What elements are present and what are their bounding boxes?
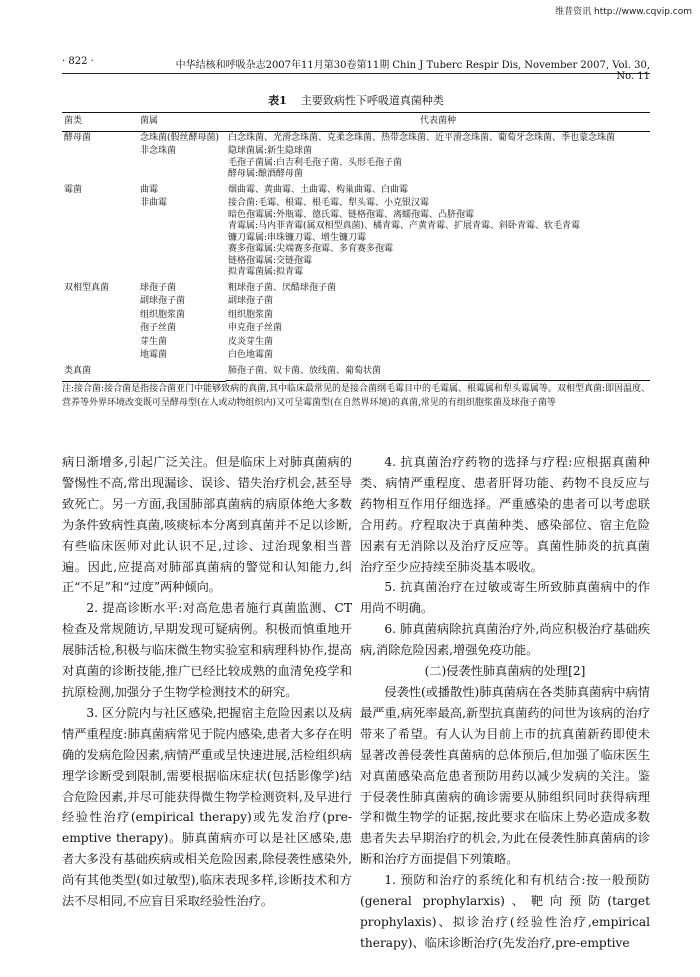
page-number: · 822 · <box>62 56 94 67</box>
table-cell-species: 接合菌:毛霉、根霉、根毛霉、犁头霉、小克银汉霉 暗色孢霉属:外瓶霉、德氏霉、链格孢霉、离蠕孢霉、凸脐孢霉 青霉属:马内菲青霉(属双相型真菌)、橘青霉、产黄青霉、扩展青霉、斜卧青霉、软毛青霉 镰刀霉属:串珠镰刀霉、增生镰刀霉 赛多孢霉属:尖端赛多孢霉、多育赛多孢霉 链格孢霉属:交链孢霉 拟青霉菌属:拟青霉 <box>228 198 581 277</box>
table-label: 表1 <box>268 94 287 107</box>
table-cell-genus: 念珠菌(假丝酵母菌) <box>140 132 220 143</box>
col-header-genus: 菌属 <box>138 113 226 132</box>
table-cell-class: 类真菌 <box>62 363 138 382</box>
table-cell-species: 粗球孢子菌、厌酷球孢子菌 <box>228 282 337 293</box>
table-cell-class <box>62 295 138 309</box>
table-cell-class <box>62 197 138 280</box>
fungus-table <box>62 112 650 382</box>
table-row <box>62 280 650 296</box>
table-header-row <box>62 113 650 132</box>
table-row <box>62 131 650 145</box>
table-caption <box>62 92 650 108</box>
body-paragraph: 2. 提高诊断水平:对高危患者施行真菌监测、CT检查及常规随访,早期发现可疑病例。积极而慎重地开展肺活检,积极与临床微生物实验室和病理科协作,提高对真菌的诊断技能,推广已经比较成熟的血清免疫学和抗原检测,加强分子生物学检测技术的研究。 <box>62 601 352 699</box>
journal-citation: 中华结核和呼吸杂志2007年11月第30卷第11期 Chin J Tuberc Respir Dis, November 2007, Vol. 30, No. 11 <box>175 60 650 82</box>
table-row <box>62 336 650 350</box>
table-cell-class: 霉菌 <box>64 184 83 195</box>
table-cell-class: 双相型真菌 <box>64 282 110 293</box>
table-row <box>62 349 650 363</box>
body-paragraph: 3. 区分院内与社区感染,把握宿主危险因素以及病情严重程度:肺真菌病常见于院内感染,患者大多存在明确的发病危险因素,病情严重或呈快速进展,活检组织病理学诊断受到限制,需要根据临床症状(包括影像学)结合危险因素,并尽可能获得微生物学检测资料,及早进行经验性治疗(empirical therapy)或先发治疗(pre-emptive therapy)。肺真菌病亦可以是社区感染,患者大多没有基础疾病或相关危险因素,除侵袭性感染外,尚有其他类型(如过敏型),临床表现多样,诊断技术和方法不尽相同,不应盲目采取经验性治疗。 <box>62 705 352 909</box>
table-cell-genus: 副球孢子菌 <box>140 296 186 306</box>
table-note: 注:接合菌:接合菌是指接合菌亚门中能够致病的真菌,其中临床最常见的是接合菌纲毛霉目中的毛霉属、根霉属和犁头霉属等。双相型真菌:即因温度、营养等外界环境改变既可呈酵母型(在人或动物组织内)又可呈霉菌型(在自然界环境)的真菌,常见的有组织胞浆菌及球孢子菌等 <box>62 384 650 408</box>
body-paragraph: (二)侵袭性肺真菌病的处理[2] <box>424 664 586 679</box>
table-row <box>62 309 650 323</box>
table-cell-species: 白念珠菌、光滑念珠菌、克柔念珠菌、热带念珠菌、近平滑念珠菌、葡萄牙念珠菌、季也蒙念珠菌 <box>228 132 616 143</box>
table-row <box>62 182 650 198</box>
table-cell-species: 副球孢子菌 <box>228 296 274 306</box>
col-header-species: 代表菌种 <box>226 113 650 132</box>
table-cell-genus: 组织胞浆菌 <box>140 309 186 320</box>
table-cell-species: 组织胞浆菌 <box>228 309 274 320</box>
table-cell-genus: 地霉菌 <box>140 350 168 360</box>
col-header-class: 菌类 <box>62 113 138 132</box>
body-paragraph: 4. 抗真菌治疗药物的选择与疗程:应根据真菌种类、病情严重程度、患者肝肾功能、药物不良反应与药物相互作用仔细选择。严重感染的患者可以考虑联合用药。疗程取决于真菌种类、感染部位、宿主危险因素有无消除以及治疗反应等。真菌性肺炎的抗真菌治疗至少应持续至肺炎基本吸收。 <box>360 455 650 574</box>
table-cell-genus: 非曲霉 <box>140 198 168 208</box>
body-paragraph: 6. 肺真菌病除抗真菌治疗外,尚应积极治疗基础疾病,消除危险因素,增强免疫功能。 <box>360 622 650 658</box>
table-cell-species: 烟曲霉、黄曲霉、土曲霉、构巢曲霉、白曲霉 <box>228 184 409 195</box>
table-title: 主要致病性下呼吸道真菌种类 <box>300 94 444 107</box>
table-row <box>62 145 650 182</box>
table-cell-genus: 曲霉 <box>140 184 159 195</box>
table-cell-class <box>62 322 138 336</box>
table-cell-genus <box>138 363 226 382</box>
body-paragraph: 1. 预防和治疗的系统化和有机结合:按一般预防(general prophylarxis)、靶向预防(target prophylaxis)、拟诊治疗(经验性治疗,empirical therapy)、临床诊断治疗(先发治疗,pre-emptive <box>360 873 650 950</box>
table-cell-class <box>62 145 138 182</box>
table-cell-genus: 球孢子菌 <box>140 282 177 293</box>
table-cell-species: 申克孢子丝菌 <box>228 323 283 333</box>
table-row <box>62 363 650 382</box>
table-cell-genus: 孢子丝菌 <box>140 323 177 333</box>
left-column <box>62 452 352 912</box>
body-paragraph: 5. 抗真菌治疗在过敏或寄生所致肺真菌病中的作用尚不明确。 <box>360 580 650 616</box>
table-cell-class <box>62 309 138 323</box>
table-cell-class <box>62 336 138 350</box>
running-header <box>62 56 650 82</box>
table-cell-class <box>62 349 138 363</box>
table-cell-species: 白色地霉菌 <box>228 350 274 360</box>
table-body <box>62 131 650 381</box>
table-cell-genus: 非念珠菌 <box>140 146 177 156</box>
table-row <box>62 197 650 280</box>
watermark: 维普资讯 http://www.cqvip.com <box>555 7 692 17</box>
body-paragraph: 病日渐增多,引起广泛关注。但是临床上对肺真菌病的警惕性不高,常出现漏诊、误诊、错失治疗机会,甚至导致死亡。另一方面,我国肺部真菌病的病原体绝大多数为条件致病性真菌,咳痰标本分离到真菌并不足以诊断,有些临床医师对此认识不足,过诊、过治现象相当普遍。因此,应提高对肺部真菌病的警觉和认知能力,纠正“不足”和“过度”两种倾向。 <box>62 455 352 595</box>
table-cell-species: 肺孢子菌、奴卡菌、放线菌、葡萄状菌 <box>226 363 650 382</box>
table-cell-species: 皮炎芽生菌 <box>228 336 274 347</box>
body-paragraph: 侵袭性(或播散性)肺真菌病在各类肺真菌病中病情最严重,病死率最高,新型抗真菌药的问世为该病的治疗带来了希望。有人认为目前上市的抗真菌新药即使未显著改善侵袭性真菌病的总体预后,但加强了临床医生对真菌感染高危患者预防用药以减少发病的关注。鉴于侵袭性肺真菌病的确诊需要从肺组织同时获得病理学和微生物学的证据,按此要求在临床上势必造成多数患者失去早期治疗的机会,为此在侵袭性肺真菌病的诊断和治疗方面提倡下列策略。 <box>360 684 650 867</box>
table-row <box>62 322 650 336</box>
header-rule <box>62 73 650 74</box>
table-cell-species: 隐球菌属:新生隐球菌 毛孢子菌属:白吉利毛孢子菌、头形毛孢子菌 酵母属:酿酒酵母菌 <box>228 146 403 179</box>
table-cell-class: 酵母菌 <box>64 132 92 143</box>
right-column <box>360 452 650 954</box>
table-row <box>62 295 650 309</box>
table-cell-genus: 芽生菌 <box>140 336 168 347</box>
